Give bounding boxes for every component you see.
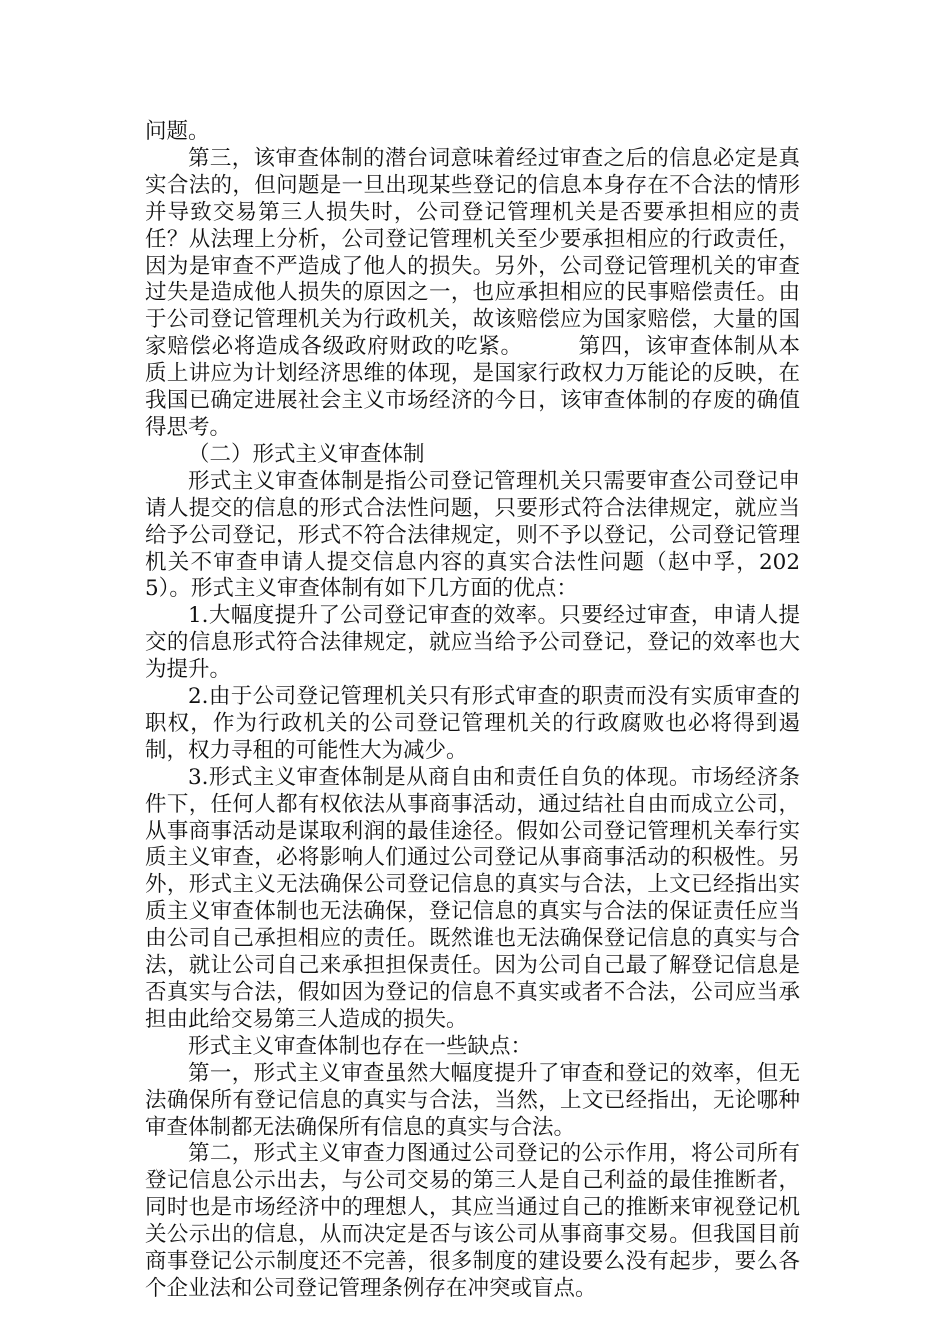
paragraph-continuation: 问题。 (145, 119, 210, 144)
section-heading-formal-review: （二）形式主义审查体制 (188, 441, 425, 467)
paragraph-disadvantage-2: 第二，形式主义审查力图通过公司登记的公示作用，将公司所有登记信息公示出去，与公司交易的第三人是自己利益的最佳推断者，同时也是市场经济中的理想人，其应当通过自己的推断来审视登记机关公示出的信息，从而决定是否与该公司从事商事交易。但我国目前商事登记公示制度还不完善，很多制度的建设要么没有起步，要么各个企业法和公司登记管理条例存在冲突或盲点。 (145, 1141, 800, 1301)
document-body (145, 119, 800, 1303)
paragraph-formal-review-definition: 形式主义审查体制是指公司登记管理机关只需要审查公司登记申请人提交的信息的形式合法性问题，只要形式符合法律规定，就应当给予公司登记，形式不符合法律规定，则不予以登记，公司登记管理机关不审查申请人提交信息内容的真实合法性问题（赵中孚，2025）。形式主义审查体制有如下几方面的优点： (145, 468, 800, 602)
paragraph-advantage-1: 1.大幅度提升了公司登记审查的效率。只要经过审查，申请人提交的信息形式符合法律规定，就应当给予公司登记，登记的效率也大为提升。 (145, 603, 800, 683)
paragraph-advantage-2: 2.由于公司登记管理机关只有形式审查的职责而没有实质审查的职权，作为行政机关的公司登记管理机关的行政腐败也必将得到遏制，权力寻租的可能性大为减少。 (145, 684, 800, 763)
paragraph-disadvantage-1: 第一，形式主义审查虽然大幅度提升了审查和登记的效率，但无法确保所有登记信息的真实与合法，当然，上文已经指出，无论哪种审查体制都无法确保所有信息的真实与合法。 (145, 1060, 800, 1140)
paragraph-third-point: 第三，该审查体制的潜台词意味着经过审查之后的信息必定是真实合法的，但问题是一旦出现某些登记的信息本身存在不合法的情形并导致交易第三人损失时，公司登记管理机关是否要承担相应的责任？从法理上分析，公司登记管理机关至少要承担相应的行政责任，因为是审查不严造成了他人的损失。另外，公司登记管理机关的审查过失是造成他人损失的原因之一，也应承担相应的民事赔偿责任。由于公司登记管理机关为行政机关，故该赔偿应为国家赔偿，大量的国家赔偿必将造成各级政府财政的吃紧。 第四，该审查体制从本质上讲应为计划经济思维的体现，是国家行政权力万能论的反映，在我国已确定进展社会主义市场经济的今日，该审查体制的存废的确值得思考。 (145, 145, 800, 440)
paragraph-disadvantages-intro: 形式主义审查体制也存在一些缺点： (188, 1033, 533, 1059)
paragraph-advantage-3: 3.形式主义审查体制是从商自由和责任自负的体现。市场经济条件下，任何人都有权依法从事商事活动，通过结社自由而成立公司，从事商事活动是谋取利润的最佳途径。假如公司登记管理机关奉行实质主义审查，必将影响人们通过公司登记从事商事活动的积极性。另外，形式主义无法确保公司登记信息的真实与合法，上文已经指出实质主义审查体制也无法确保，登记信息的真实与合法的保证责任应当由公司自己承担相应的责任。既然谁也无法确保登记信息的真实与合法，就让公司自己来承担担保责任。因为公司自己最了解登记信息是否真实与合法，假如因为登记的信息不真实或者不合法，公司应当承担由此给交易第三人造成的损失。 (145, 764, 800, 1032)
